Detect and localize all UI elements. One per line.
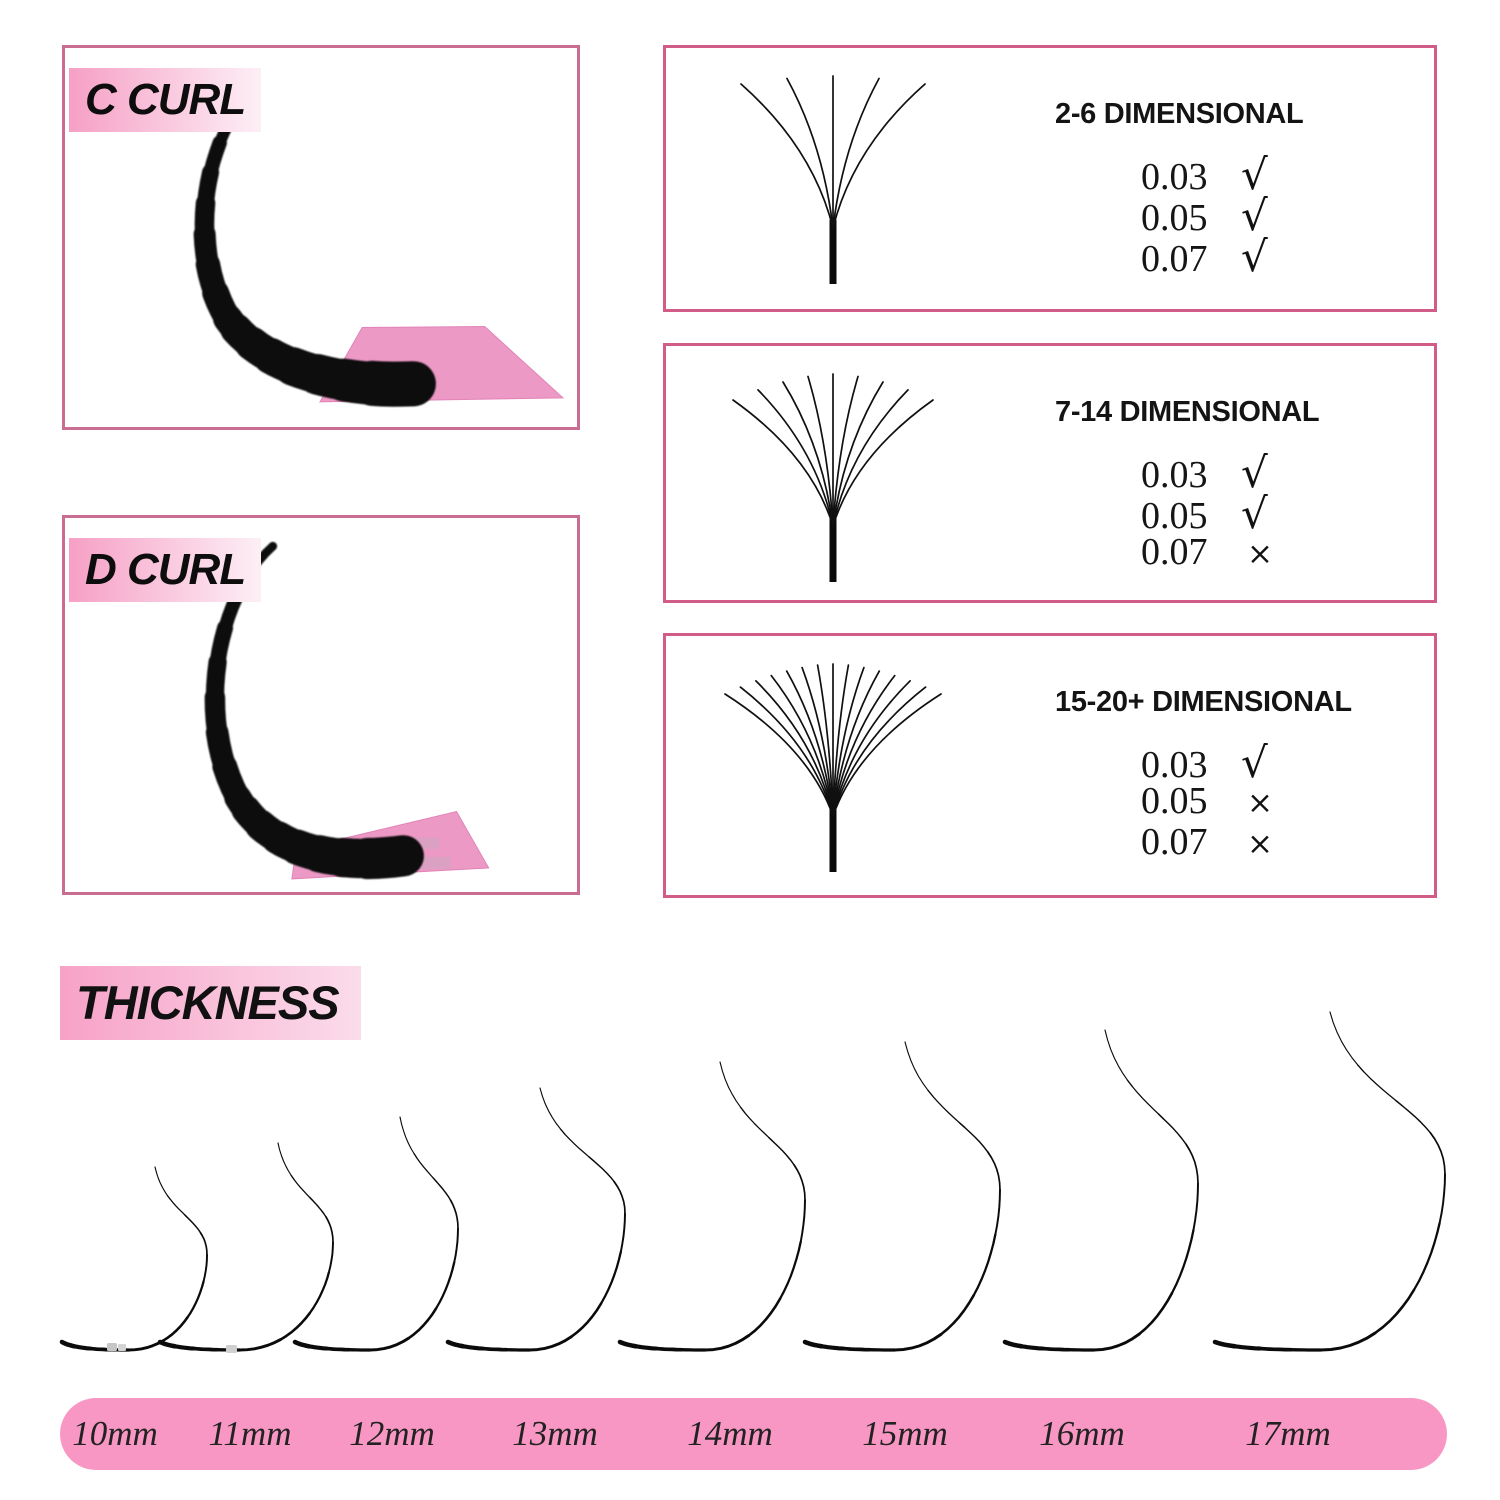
check-mark: √ xyxy=(1241,150,1268,199)
check-mark: √ xyxy=(1241,191,1268,240)
spec-row xyxy=(1055,530,1425,571)
lash-fan-image-small xyxy=(716,68,951,288)
dimensional-panel-2-6 xyxy=(663,45,1437,312)
size-label-14mm: 14mm xyxy=(687,1414,773,1453)
cross-mark: × xyxy=(1247,826,1273,862)
dimensional-title: 15-20+ DIMENSIONAL xyxy=(1055,686,1352,718)
spec-row xyxy=(1055,489,1425,538)
check-mark: √ xyxy=(1241,232,1268,281)
d-curl-label: D CURL xyxy=(69,538,261,602)
thickness-value: 0.03 xyxy=(1141,744,1208,786)
thickness-value: 0.03 xyxy=(1141,454,1208,496)
size-label-16mm: 16mm xyxy=(1039,1414,1125,1453)
thickness-value: 0.05 xyxy=(1141,780,1208,822)
thickness-length-chart xyxy=(55,1000,1460,1365)
size-label-11mm: 11mm xyxy=(208,1414,292,1453)
thickness-value: 0.03 xyxy=(1141,156,1208,198)
spec-row xyxy=(1055,779,1425,820)
dimensional-specs xyxy=(1055,396,1425,571)
size-label-15mm: 15mm xyxy=(862,1414,948,1453)
thickness-value: 0.07 xyxy=(1141,238,1208,280)
cross-mark: × xyxy=(1247,536,1273,572)
d-curl-panel xyxy=(62,515,580,895)
size-label-13mm: 13mm xyxy=(512,1414,598,1453)
size-label-17mm: 17mm xyxy=(1245,1414,1331,1453)
spec-rows xyxy=(1055,738,1425,861)
c-curl-label: C CURL xyxy=(69,68,261,132)
dimensional-title: 2-6 DIMENSIONAL xyxy=(1055,98,1304,130)
dimensional-specs xyxy=(1055,686,1425,861)
spec-rows xyxy=(1055,448,1425,571)
cross-mark: × xyxy=(1247,785,1273,821)
size-label-10mm: 10mm xyxy=(72,1414,158,1453)
c-curl-panel xyxy=(62,45,580,430)
thickness-title: THICKNESS xyxy=(60,966,361,1040)
spec-row xyxy=(1055,738,1425,787)
spec-rows xyxy=(1055,150,1425,281)
check-mark: √ xyxy=(1241,489,1268,538)
dimensional-panel-15-20 xyxy=(663,633,1437,898)
thickness-value: 0.07 xyxy=(1141,821,1208,863)
spec-row xyxy=(1055,448,1425,497)
lash-fan-image-large xyxy=(716,656,951,876)
dimensional-panel-7-14 xyxy=(663,343,1437,603)
thickness-value: 0.07 xyxy=(1141,531,1208,573)
thickness-bar xyxy=(60,1398,1447,1470)
spec-row xyxy=(1055,232,1425,281)
spec-row xyxy=(1055,150,1425,199)
size-label-12mm: 12mm xyxy=(349,1414,435,1453)
check-mark: √ xyxy=(1241,448,1268,497)
check-mark: √ xyxy=(1241,738,1268,787)
thickness-value: 0.05 xyxy=(1141,495,1208,537)
dimensional-specs xyxy=(1055,98,1425,281)
thickness-value: 0.05 xyxy=(1141,197,1208,239)
spec-row xyxy=(1055,820,1425,861)
lash-fan-image-medium xyxy=(716,366,951,586)
spec-row xyxy=(1055,191,1425,240)
dimensional-title: 7-14 DIMENSIONAL xyxy=(1055,396,1320,428)
